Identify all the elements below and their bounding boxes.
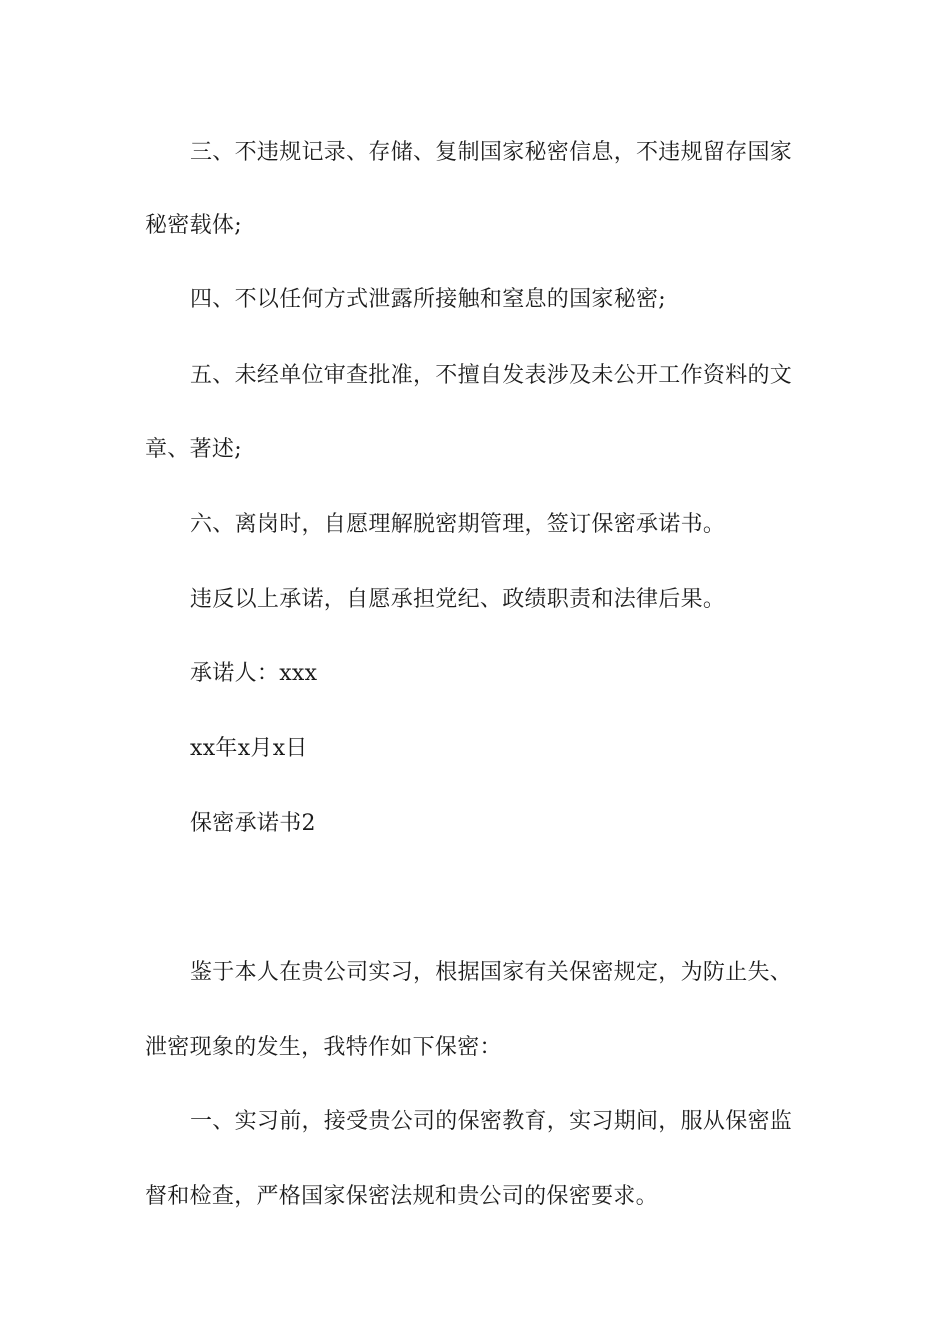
- intro-paragraph-line-2: 泄密现象的发生，我特作如下保密：: [145, 1035, 502, 1060]
- paragraph-item-5-line-2: 章、著述;: [145, 437, 242, 462]
- date-line: xx年x月x日: [190, 736, 308, 761]
- paragraph-item-1-line-1: 一、实习前，接受贵公司的保密教育，实习期间，服从保密监: [190, 1109, 793, 1134]
- section-title: 保密承诺书2: [190, 811, 316, 836]
- paragraph-item-6: 六、离岗时，自愿理解脱密期管理，签订保密承诺书。: [190, 512, 726, 537]
- signatory-line: 承诺人：xxx: [190, 661, 318, 686]
- paragraph-item-3-line-1: 三、不违规记录、存储、复制国家秘密信息，不违规留存国家: [190, 140, 793, 165]
- paragraph-item-3-line-2: 秘密载体;: [145, 213, 242, 238]
- paragraph-violation-clause: 违反以上承诺，自愿承担党纪、政绩职责和法律后果。: [190, 587, 726, 612]
- paragraph-item-1-line-2: 督和检查，严格国家保密法规和贵公司的保密要求。: [145, 1184, 658, 1209]
- paragraph-item-4: 四、不以任何方式泄露所接触和窒息的国家秘密;: [190, 287, 667, 312]
- paragraph-item-5-line-1: 五、未经单位审查批准，不擅自发表涉及未公开工作资料的文: [190, 363, 793, 388]
- intro-paragraph-line-1: 鉴于本人在贵公司实习，根据国家有关保密规定，为防止失、: [190, 960, 793, 985]
